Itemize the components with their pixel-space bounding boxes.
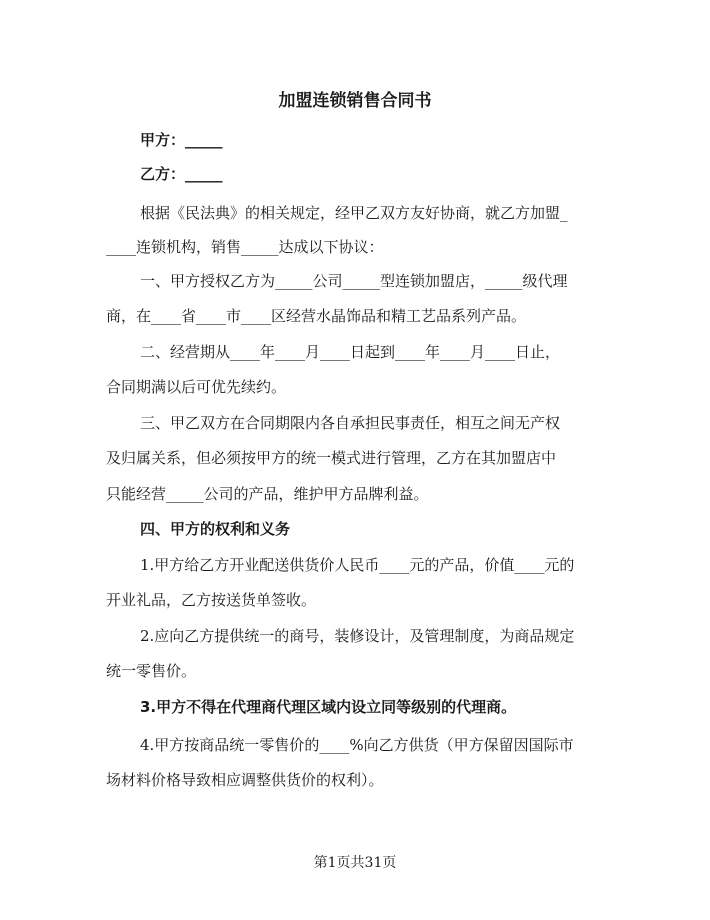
clause-3-line-2: 及归属关系，但必须按甲方的统一模式进行管理，乙方在其加盟店中 (106, 449, 557, 467)
preamble-line-2: ____连锁机构，销售_____达成以下协议： (106, 238, 384, 256)
clause-2-line-1: 二、经营期从____年____月____日起到____年____月____日止， (140, 343, 561, 361)
item-1-line-2: 开业礼品，乙方按送货单签收。 (106, 591, 317, 609)
clause-1-line-1: 一、甲方授权乙方为_____公司_____型连锁加盟店，_____级代理 (140, 272, 568, 290)
clause-1-line-2: 商，在____省____市____区经营水晶饰品和精工艺品系列产品。 (106, 307, 527, 325)
item-1-line-1: 1.甲方给乙方开业配送供货价人民币____元的产品，价值____元的 (140, 556, 575, 574)
item-2-line-1: 2.应向乙方提供统一的商号，装修设计，及管理制度，为商品规定 (140, 627, 575, 645)
item-2-line-2: 统一零售价。 (106, 662, 197, 680)
item-4-line-1: 4.甲方按商品统一零售价的____%向乙方供货（甲方保留因国际市 (140, 736, 574, 754)
party-b-line: 乙方：_____ (140, 165, 223, 183)
clause-2-line-2: 合同期满以后可优先续约。 (106, 378, 287, 396)
section-4-heading: 四、甲方的权利和义务 (140, 520, 291, 538)
party-a-line: 甲方：_____ (140, 131, 223, 149)
item-3-line: 3.甲方不得在代理商代理区域内设立同等级别的代理商。 (140, 698, 517, 716)
clause-3-line-1: 三、甲乙双方在合同期限内各自承担民事责任，相互之间无产权 (140, 414, 561, 432)
item-4-line-2: 场材料价格导致相应调整供货价的权利）。 (106, 771, 384, 789)
clause-3-line-3: 只能经营_____公司的产品，维护甲方品牌利益。 (106, 485, 429, 503)
preamble-line-1: 根据《民法典》的相关规定，经甲乙双方友好协商，就乙方加盟_ (140, 204, 568, 222)
page-indicator: 第1页共31页 (313, 855, 397, 871)
document-title: 加盟连锁销售合同书 (278, 91, 432, 111)
